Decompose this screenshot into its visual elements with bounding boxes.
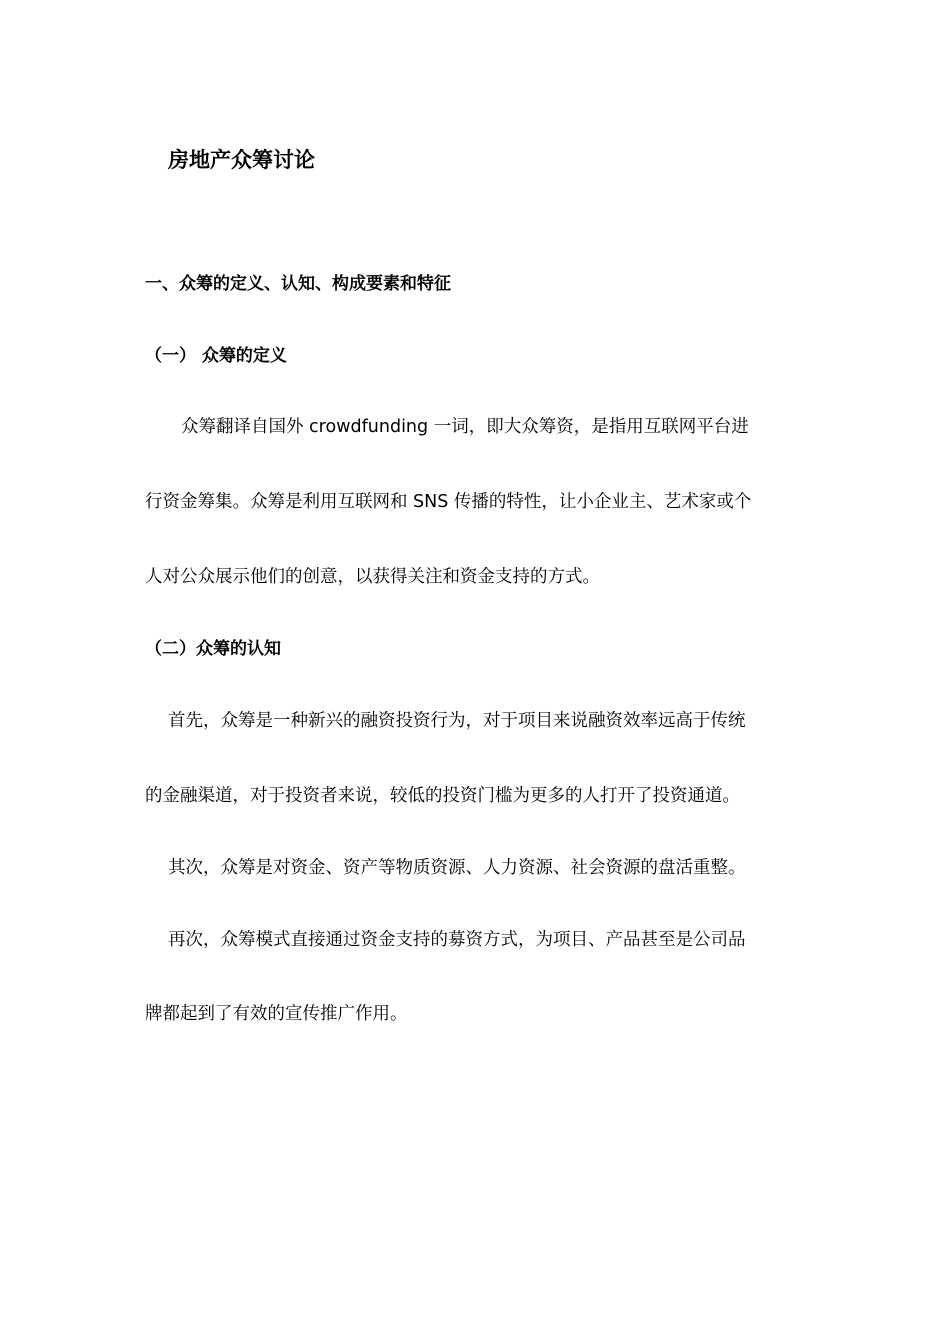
- paragraph-line: 行资金筹集。众筹是利用互联网和 SNS 传播的特性，让小企业主、艺术家或个: [145, 492, 752, 512]
- paragraph-line: 其次，众筹是对资金、资产等物质资源、人力资源、社会资源的盘活重整。: [168, 858, 746, 878]
- subsection-heading-definition: （一） 众筹的定义: [145, 346, 287, 366]
- document-title: 房地产众筹讨论: [168, 148, 315, 172]
- subsection-heading-cognition: （二）众筹的认知: [145, 639, 281, 659]
- section-heading-1: 一、众筹的定义、认知、构成要素和特征: [145, 274, 451, 294]
- paragraph-line: 的金融渠道，对于投资者来说，较低的投资门槛为更多的人打开了投资通道。: [145, 786, 740, 806]
- paragraph-line: 众筹翻译自国外 crowdfunding 一词，即大众筹资，是指用互联网平台进: [181, 417, 749, 437]
- paragraph-line: 首先，众筹是一种新兴的融资投资行为，对于项目来说融资效率远高于传统: [168, 711, 746, 731]
- paragraph-line: 牌都起到了有效的宣传推广作用。: [145, 1004, 408, 1024]
- paragraph-line: 再次，众筹模式直接通过资金支持的募资方式，为项目、产品甚至是公司品: [168, 930, 746, 950]
- paragraph-line: 人对公众展示他们的创意，以获得关注和资金支持的方式。: [145, 567, 600, 587]
